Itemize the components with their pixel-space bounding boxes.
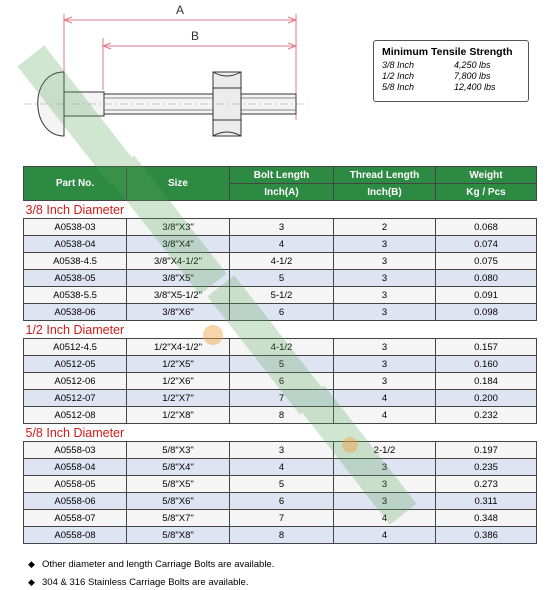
- table-row: [24, 442, 537, 459]
- size-cell: 5/8"X4": [127, 459, 230, 476]
- part-no-cell: A0558-05: [24, 476, 127, 493]
- table-row: [24, 407, 537, 424]
- bolt-length-cell: 5: [230, 270, 334, 287]
- group-title: 3/8 Inch Diameter: [24, 201, 537, 219]
- size-cell: 1/2"X6": [127, 373, 230, 390]
- header-weight: Weight: [436, 167, 537, 184]
- thread-length-cell: 3: [334, 493, 436, 510]
- bolt-length-cell: 7: [230, 510, 334, 527]
- size-cell: 5/8"X8": [127, 527, 230, 544]
- note-text: 304 & 316 Stainless Carriage Bolts are available.: [42, 576, 249, 588]
- tensile-row: [382, 71, 528, 82]
- weight-cell: 0.091: [436, 287, 537, 304]
- table-row: [24, 390, 537, 407]
- tensile-size: 1/2 Inch: [382, 71, 415, 81]
- tensile-size: 5/8 Inch: [382, 82, 415, 92]
- size-cell: 1/2"X4-1/2": [127, 339, 230, 356]
- weight-cell: 0.386: [436, 527, 537, 544]
- bolt-length-cell: 4-1/2: [230, 339, 334, 356]
- table-row: [24, 236, 537, 253]
- bolt-length-cell: 7: [230, 390, 334, 407]
- tensile-row: [382, 60, 528, 71]
- part-no-cell: A0512-08: [24, 407, 127, 424]
- size-cell: 3/8"X4": [127, 236, 230, 253]
- thread-length-cell: 4: [334, 510, 436, 527]
- table-row: [24, 304, 537, 321]
- group-title: 5/8 Inch Diameter: [24, 424, 537, 442]
- header-thread-length-unit: Inch(B): [334, 184, 436, 201]
- table-row: [24, 527, 537, 544]
- tensile-title: Minimum Tensile Strength: [382, 46, 513, 58]
- group-title: 1/2 Inch Diameter: [24, 321, 537, 339]
- bolt-length-cell: 8: [230, 527, 334, 544]
- size-cell: 3/8"X3": [127, 219, 230, 236]
- part-no-cell: A0512-4.5: [24, 339, 127, 356]
- table-row: [24, 373, 537, 390]
- size-cell: 5/8"X5": [127, 476, 230, 493]
- thread-length-cell: 3: [334, 476, 436, 493]
- tensile-value: 7,800 lbs: [454, 71, 491, 81]
- table-row: [24, 356, 537, 373]
- dimension-b-label: B: [190, 29, 200, 43]
- tensile-value: 12,400 lbs: [454, 82, 496, 92]
- thread-length-cell: 3: [334, 339, 436, 356]
- weight-cell: 0.311: [436, 493, 537, 510]
- size-cell: 5/8"X6": [127, 493, 230, 510]
- part-no-cell: A0558-03: [24, 442, 127, 459]
- weight-cell: 0.080: [436, 270, 537, 287]
- dimension-b: [103, 38, 296, 90]
- table-row: [24, 219, 537, 236]
- header-weight-unit: Kg / Pcs: [436, 184, 537, 201]
- table-row: [24, 253, 537, 270]
- bolt-length-cell: 5-1/2: [230, 287, 334, 304]
- part-no-cell: A0558-06: [24, 493, 127, 510]
- thread-length-cell: 3: [334, 459, 436, 476]
- bolt-length-cell: 6: [230, 304, 334, 321]
- thread-length-cell: 3: [334, 270, 436, 287]
- size-cell: 1/2"X8": [127, 407, 230, 424]
- carriage-bolt-spec-table: [23, 166, 537, 544]
- thread-length-cell: 3: [334, 287, 436, 304]
- header-part-no: Part No.: [24, 167, 127, 201]
- size-cell: 5/8"X7": [127, 510, 230, 527]
- note-text: Other diameter and length Carriage Bolts are available.: [42, 558, 275, 570]
- header-bolt-length-unit: Inch(A): [230, 184, 334, 201]
- thread-length-cell: 3: [334, 236, 436, 253]
- group-header-row: [24, 321, 537, 339]
- group-header-row: [24, 201, 537, 219]
- bolt-length-cell: 4-1/2: [230, 253, 334, 270]
- thread-length-cell: 3: [334, 253, 436, 270]
- bolt-length-cell: 3: [230, 442, 334, 459]
- tensile-row: [382, 82, 528, 93]
- thread-length-cell: 3: [334, 356, 436, 373]
- part-no-cell: A0558-07: [24, 510, 127, 527]
- size-cell: 3/8"X6": [127, 304, 230, 321]
- weight-cell: 0.232: [436, 407, 537, 424]
- table-row: [24, 287, 537, 304]
- part-no-cell: A0538-4.5: [24, 253, 127, 270]
- thread-length-cell: 4: [334, 390, 436, 407]
- bolt-length-cell: 6: [230, 373, 334, 390]
- part-no-cell: A0538-03: [24, 219, 127, 236]
- header-size: Size: [127, 167, 230, 201]
- part-no-cell: A0538-04: [24, 236, 127, 253]
- header-bolt-length: Bolt Length: [230, 167, 334, 184]
- table-row: [24, 339, 537, 356]
- size-cell: 3/8"X5": [127, 270, 230, 287]
- part-no-cell: A0538-06: [24, 304, 127, 321]
- bolt-length-cell: 6: [230, 493, 334, 510]
- bolt-length-cell: 4: [230, 236, 334, 253]
- diamond-bullet-icon: ◆: [28, 558, 35, 569]
- size-cell: 3/8"X4-1/2": [127, 253, 230, 270]
- spec-table-body: [24, 201, 537, 544]
- weight-cell: 0.075: [436, 253, 537, 270]
- weight-cell: 0.157: [436, 339, 537, 356]
- notes: [28, 555, 274, 590]
- table-row: [24, 459, 537, 476]
- weight-cell: 0.160: [436, 356, 537, 373]
- table-row: [24, 270, 537, 287]
- note-item: [28, 555, 274, 573]
- table-row: [24, 510, 537, 527]
- weight-cell: 0.074: [436, 236, 537, 253]
- group-header-row: [24, 424, 537, 442]
- tensile-strength-box: [373, 40, 529, 102]
- part-no-cell: A0538-5.5: [24, 287, 127, 304]
- thread-length-cell: 3: [334, 304, 436, 321]
- weight-cell: 0.197: [436, 442, 537, 459]
- note-item: [28, 573, 274, 590]
- header-thread-length: Thread Length: [334, 167, 436, 184]
- bolt-length-cell: 5: [230, 476, 334, 493]
- thread-length-cell: 2: [334, 219, 436, 236]
- size-cell: 5/8"X3": [127, 442, 230, 459]
- size-cell: 3/8"X5-1/2": [127, 287, 230, 304]
- part-no-cell: A0538-05: [24, 270, 127, 287]
- weight-cell: 0.068: [436, 219, 537, 236]
- part-no-cell: A0558-08: [24, 527, 127, 544]
- thread-length-cell: 3: [334, 373, 436, 390]
- thread-length-cell: 4: [334, 407, 436, 424]
- part-no-cell: A0512-06: [24, 373, 127, 390]
- weight-cell: 0.200: [436, 390, 537, 407]
- bolt-length-cell: 4: [230, 459, 334, 476]
- part-no-cell: A0558-04: [24, 459, 127, 476]
- bolt-length-cell: 8: [230, 407, 334, 424]
- size-cell: 1/2"X7": [127, 390, 230, 407]
- diamond-bullet-icon: ◆: [28, 576, 35, 587]
- thread-length-cell: 4: [334, 527, 436, 544]
- weight-cell: 0.348: [436, 510, 537, 527]
- tensile-value: 4,250 lbs: [454, 60, 491, 70]
- weight-cell: 0.235: [436, 459, 537, 476]
- bolt-length-cell: 3: [230, 219, 334, 236]
- tensile-size: 3/8 Inch: [382, 60, 415, 70]
- table-row: [24, 476, 537, 493]
- bolt-length-cell: 5: [230, 356, 334, 373]
- dimension-a-label: A: [175, 3, 185, 17]
- thread-length-cell: 2-1/2: [334, 442, 436, 459]
- weight-cell: 0.273: [436, 476, 537, 493]
- size-cell: 1/2"X5": [127, 356, 230, 373]
- weight-cell: 0.184: [436, 373, 537, 390]
- part-no-cell: A0512-05: [24, 356, 127, 373]
- weight-cell: 0.098: [436, 304, 537, 321]
- part-no-cell: A0512-07: [24, 390, 127, 407]
- table-row: [24, 493, 537, 510]
